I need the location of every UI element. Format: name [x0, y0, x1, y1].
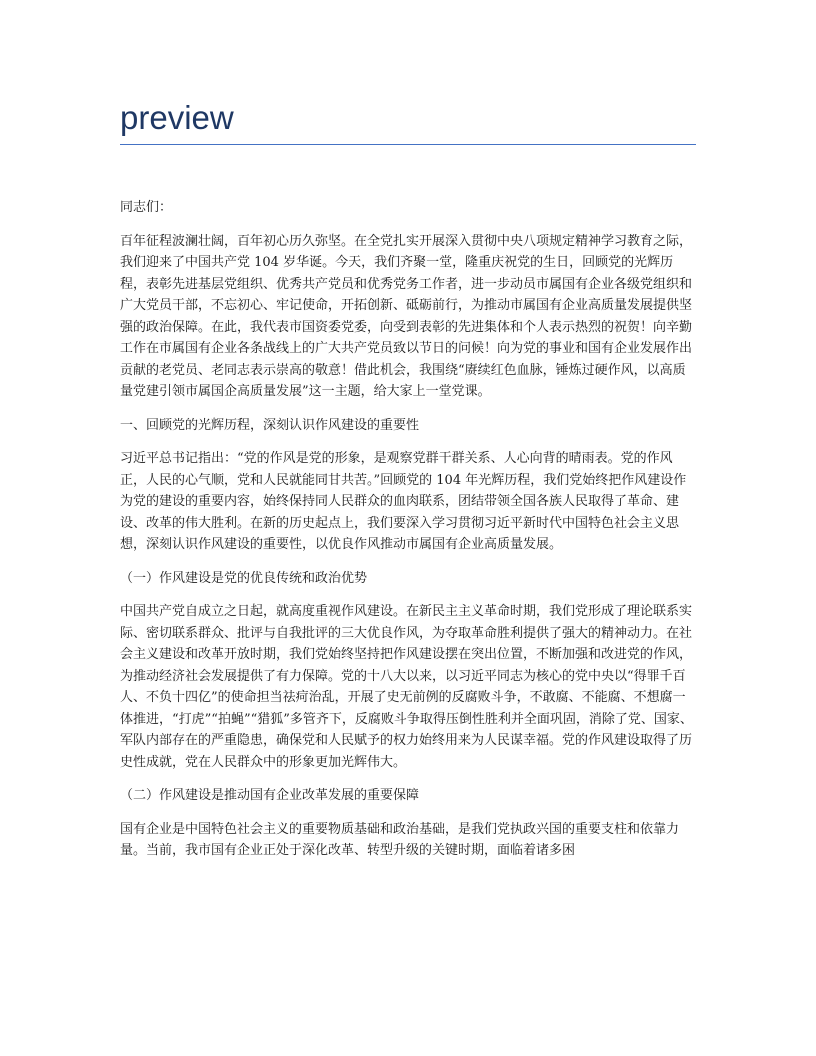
- document-title: preview: [120, 99, 234, 136]
- intro-paragraph: 百年征程波澜壮阔，百年初心历久弥坚。在全党扎实开展深入贯彻中央八项规定精神学习教育之际，我们迎来了中国共产党 104 岁华诞。今天，我们齐聚一堂，隆重庆祝党的生日，回顾党的光辉历程，表彰先进基层党组织、优秀共产党员和优秀党务工作者，进一步动员市属国有企业各级党组织和广大党员干部，不忘初心、牢记使命，开拓创新、砥砺前行，为推动市属国有企业高质量发展提供坚强的政治保障。在此，我代表市国资委党委，向受到表彰的先进集体和个人表示热烈的祝贺！向辛勤工作在市属国有企业各条战线上的广大共产党员致以节日的问候！向为党的事业和国有企业发展作出贡献的老党员、老同志表示崇高的敬意！借此机会，我围绕“赓续红色血脉，锤炼过硬作风，以高质量党建引领市属国企高质量发展”这一主题，给大家上一堂党课。: [120, 233, 693, 399]
- subsection-heading-1: （一）作风建设是党的优良传统和政治优势: [120, 570, 368, 586]
- salutation: 同志们：: [120, 200, 173, 215]
- section-heading-1: 一、回顾党的光辉历程，深刻认识作风建设的重要性: [120, 417, 420, 433]
- title-underline: [120, 144, 696, 145]
- document-page: [120, 96, 696, 862]
- section1-paragraph: 习近平总书记指出：“党的作风是党的形象，是观察党群干群关系、人心向背的晴雨表。党的作风正，人民的心气顺，党和人民就能同甘共苦。”回顾党的 104 年光辉历程，我们党始终把作风建设作为党的建设的重要内容，始终保持同人民群众的血肉联系，团结带领全国各族人民取得了革命、建设、改革的伟大胜利。在新的历史起点上，我们要深入学习贯彻习近平新时代中国特色社会主义思想，深刻认识作风建设的重要性，以优良作风推动市属国有企业高质量发展。: [120, 451, 687, 552]
- subsection2-paragraph: 国有企业是中国特色社会主义的重要物质基础和政治基础，是我们党执政兴国的重要支柱和依靠力量。当前，我市国有企业正处于深化改革、转型升级的关键时期，面临着诸多困: [120, 821, 680, 858]
- subsection1-paragraph: 中国共产党自成立之日起，就高度重视作风建设。在新民主主义革命时期，我们党形成了理论联系实际、密切联系群众、批评与自我批评的三大优良作风，为夺取革命胜利提供了强大的精神动力。在社会主义建设和改革开放时期，我们党始终坚持把作风建设摆在突出位置，不断加强和改进党的作风，为推动经济社会发展提供了有力保障。党的十八大以来，以习近平同志为核心的党中央以“得罪千百人、不负十四亿”的使命担当祛疴治乱，开展了史无前例的反腐败斗争，不敢腐、不能腐、不想腐一体推进，“打虎”“拍蝇”“猎狐”多管齐下，反腐败斗争取得压倒性胜利并全面巩固，消除了党、国家、军队内部存在的严重隐患，确保党和人民赋予的权力始终用来为人民谋幸福。党的作风建设取得了历史性成就，党在人民群众中的形象更加光辉伟大。: [120, 604, 693, 770]
- subsection-heading-2: （二）作风建设是推动国有企业改革发展的重要保障: [120, 788, 420, 803]
